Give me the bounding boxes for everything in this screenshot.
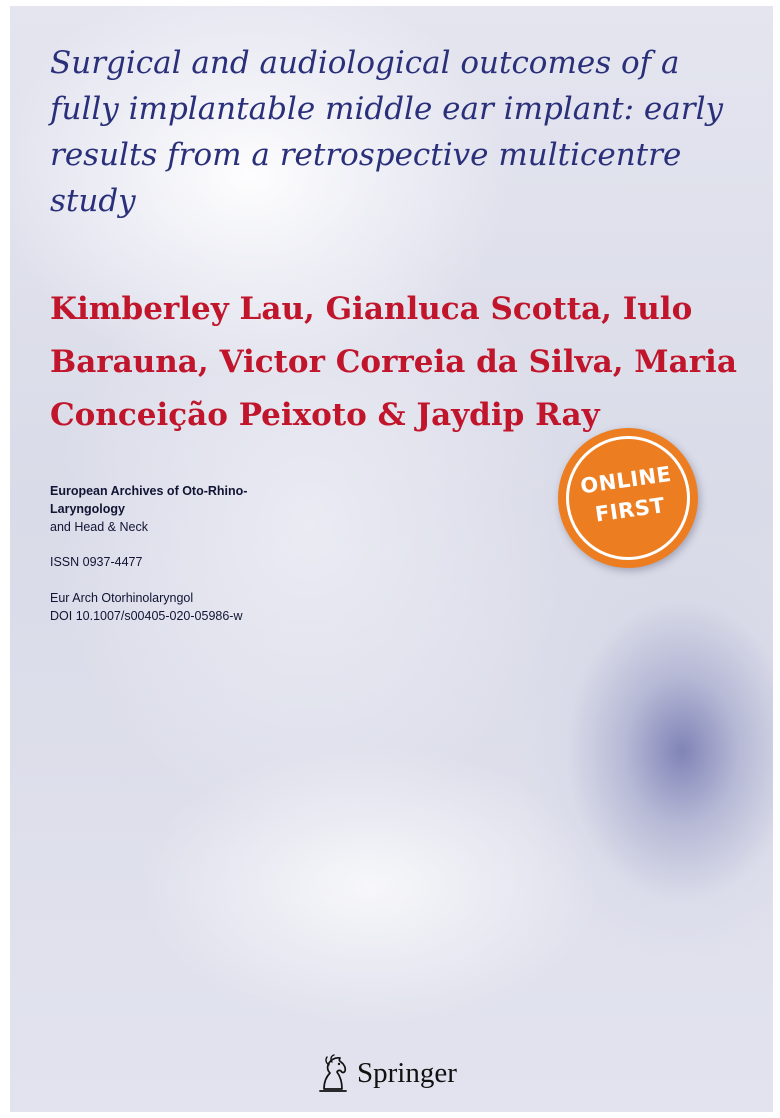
- authors-line: Barauna, Victor Correia da Silva, Maria: [50, 344, 737, 380]
- online-first-badge: [558, 428, 698, 568]
- journal-cover: [10, 6, 773, 1112]
- article-authors: [50, 283, 760, 442]
- journal-subtitle: and Head & Neck: [50, 520, 148, 534]
- publisher-name: Springer: [357, 1057, 457, 1089]
- journal-name-line: European Archives of Oto-Rhino-: [50, 484, 248, 498]
- journal-name-line: Laryngology: [50, 502, 126, 516]
- journal-abbreviation: Eur Arch Otorhinolaryngol: [50, 591, 194, 605]
- title-line: study: [50, 183, 136, 219]
- title-line: fully implantable middle ear implant: early: [50, 91, 724, 127]
- journal-issn: ISSN 0937-4477: [50, 555, 143, 569]
- journal-doi: DOI 10.1007/s00405-020-05986-w: [50, 609, 243, 623]
- journal-info: [50, 482, 350, 625]
- springer-horse-icon: [315, 1053, 351, 1093]
- badge-line: FIRST: [593, 493, 667, 527]
- title-line: Surgical and audiological outcomes of a: [50, 45, 680, 81]
- badge-line: ONLINE: [578, 461, 673, 499]
- authors-line: Kimberley Lau, Gianluca Scotta, Iulo: [50, 291, 693, 327]
- article-title: [50, 40, 750, 224]
- title-line: results from a retrospective multicentre: [50, 137, 682, 173]
- publisher-logo: [313, 1051, 493, 1095]
- authors-line: Conceição Peixoto & Jaydip Ray: [50, 397, 600, 433]
- journal-name: [50, 482, 350, 518]
